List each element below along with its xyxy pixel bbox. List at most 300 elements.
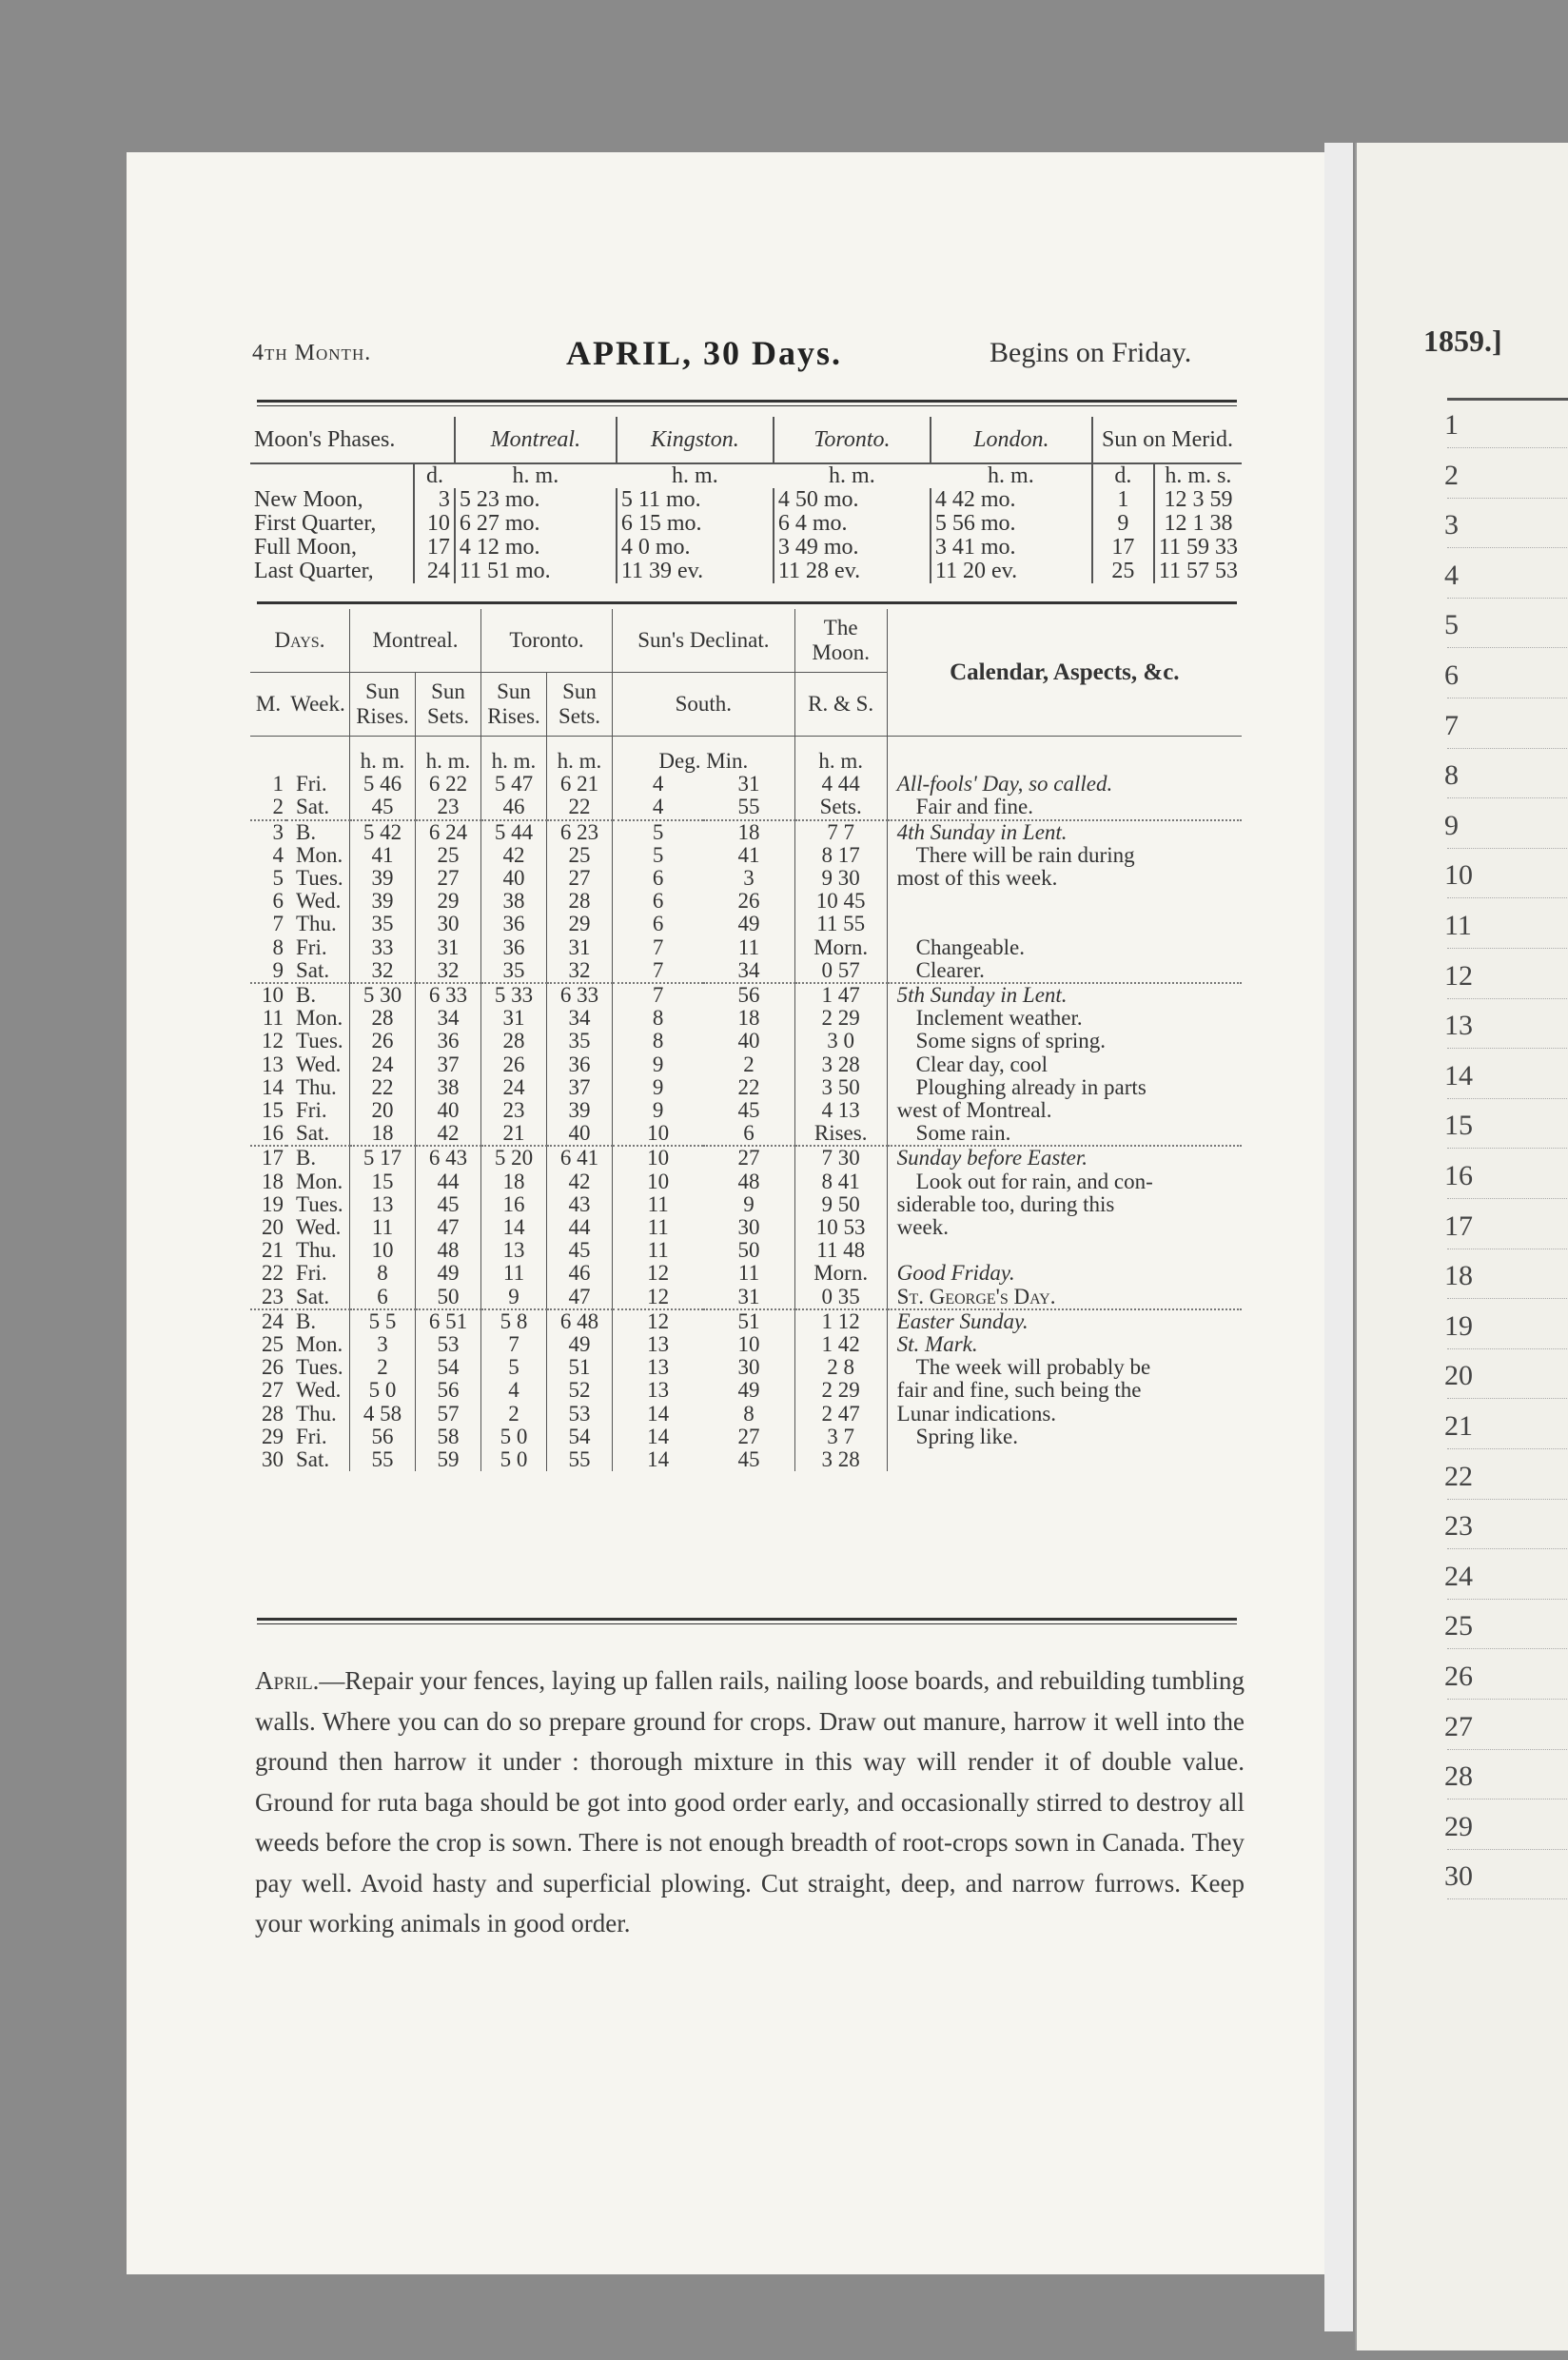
day-mn-cell: 6 [743,1121,755,1146]
day-tr-cell: 26 [481,1053,547,1076]
right-page-line [1447,1398,1568,1399]
day-cal-cell [887,1448,1242,1471]
day-ts-cell: 36 [547,1053,613,1076]
day-ts-cell: 25 [547,844,613,867]
phase-d-cell: 10 [414,512,455,536]
day-ms-cell: 32 [416,959,481,983]
right-page-day-number: 23 [1444,1510,1473,1543]
day-w-cell: Sat. [296,957,330,982]
day-tr-cell: 35 [481,959,547,983]
day-moon-cell: 1 42 [794,1333,887,1356]
phase-sd-cell: 25 [1092,560,1154,583]
page-header [252,333,1261,371]
day-moon-cell: 9 30 [794,867,887,890]
day-ms-cell: 34 [416,1007,481,1030]
day-ts-cell: 6 23 [547,820,613,844]
day-mr-cell: 5 42 [350,820,416,844]
day-cal-cell: Lunar indications. [887,1403,1242,1426]
day-n-cell: 11 [262,1006,284,1031]
right-page-line [1447,1799,1568,1800]
right-page-day-number: 27 [1444,1710,1473,1742]
unit-hm: h. m. [481,737,547,774]
day-moon-cell: 2 8 [794,1356,887,1379]
day-tr-cell: 7 [481,1333,547,1356]
phase-sun-cell: 12 1 38 [1154,512,1242,536]
day-ts-cell: 45 [547,1239,613,1262]
day-moon-cell: 9 50 [794,1193,887,1216]
day-ms-cell: 38 [416,1076,481,1099]
phase-sd-cell: 9 [1092,512,1154,536]
day-ms-cell: 25 [416,844,481,867]
day-moon-cell: 7 30 [794,1146,887,1170]
day-tr-cell: 13 [481,1239,547,1262]
day-tr-cell: 24 [481,1076,547,1099]
day-moon-cell: 8 41 [794,1170,887,1193]
right-page-day-number: 10 [1444,859,1473,892]
day-ts-cell: 54 [547,1426,613,1448]
day-row [250,936,1242,959]
day-moon-cell: 11 55 [794,913,887,935]
day-tr-cell: 5 8 [481,1309,547,1333]
day-w-cell: Fri. [296,772,327,796]
day-tr-cell: 16 [481,1193,547,1216]
right-page-line [1447,547,1568,548]
phase-name-cell: Last Quarter, [254,559,374,583]
day-ms-cell: 37 [416,1053,481,1076]
day-row [250,773,1242,796]
day-w-cell: Thu. [296,1401,337,1426]
day-n-cell: 10 [250,983,286,1007]
day-tr-cell: 2 [481,1403,547,1426]
phase-montreal-cell: 5 23 mo. [455,488,617,512]
day-mn-cell: 30 [737,1215,760,1240]
day-row [250,1333,1242,1356]
right-page-line [1447,1749,1568,1750]
right-page-day-number: 1 [1444,409,1459,441]
day-moon-cell: 10 53 [794,1216,887,1239]
phase-sun-cell: 11 57 53 [1154,560,1242,583]
montreal-header: Montreal. [455,417,617,463]
days-header: Days. [250,609,350,673]
moon-header: The Moon. [794,609,887,673]
day-w-cell: B. [286,983,350,1007]
day-dg-cell: 4 [613,773,704,796]
day-n-cell: 18 [262,1169,284,1193]
day-tr-cell: 42 [481,844,547,867]
day-row [250,1309,1242,1333]
day-ts-cell: 39 [547,1099,613,1122]
phase-toronto-cell: 3 49 mo. [774,536,931,560]
day-moon-cell: 3 50 [794,1076,887,1099]
day-mn-cell: 22 [737,1074,760,1099]
day-mr-cell: 10 [350,1239,416,1262]
day-n-cell: 13 [262,1052,284,1076]
page-title: APRIL, 30 Days. [566,334,843,372]
day-row [250,844,1242,867]
unit-hm: h. m. [350,737,416,774]
day-mn-cell: 11 [737,934,760,959]
day-row [250,1193,1242,1216]
day-mn-cell: 45 [737,1447,760,1472]
toronto-rises-header: Sun Rises. [481,673,547,737]
day-moon-cell: 4 44 [794,773,887,796]
day-cal-cell: 4th Sunday in Lent. [887,820,1242,844]
toronto-col-header: Toronto. [481,609,613,673]
day-ts-cell: 47 [547,1286,613,1309]
right-page-line [1447,1048,1568,1049]
day-mn-cell: 26 [737,889,760,914]
day-ms-cell: 49 [416,1262,481,1285]
day-cal-cell: Ploughing already in parts [887,1076,1242,1099]
day-n-cell: 29 [262,1424,284,1448]
day-ts-cell: 32 [547,959,613,983]
day-tr-cell: 31 [481,1007,547,1030]
day-ms-cell: 50 [416,1286,481,1309]
right-page-day-number: 16 [1444,1160,1473,1191]
right-page-day-number: 22 [1444,1460,1473,1492]
toronto-header: Toronto. [774,417,931,463]
day-mn-cell: 27 [703,1146,794,1170]
day-ms-cell: 6 33 [416,983,481,1007]
day-w-cell: B. [286,1309,350,1333]
phase-kingston-cell: 11 39 ev. [617,560,774,583]
day-ms-cell: 54 [416,1356,481,1379]
day-mr-cell: 2 [350,1356,416,1379]
day-moon-cell: 3 7 [794,1426,887,1448]
day-moon-cell: Morn. [794,1262,887,1285]
phase-montreal-cell: 4 12 mo. [455,536,617,560]
day-dg-cell: 12 [613,1262,704,1285]
day-ts-cell: 6 41 [547,1146,613,1170]
day-n-cell: 14 [262,1074,284,1099]
day-ms-cell: 53 [416,1333,481,1356]
day-dg-cell: 10 [613,1122,704,1146]
day-dg-cell: 14 [613,1403,704,1426]
day-n-cell: 16 [262,1121,284,1146]
unit-sd: d. [1092,463,1154,488]
day-n-cell: 24 [250,1309,286,1333]
day-n-cell: 6 [272,889,284,914]
book-gutter [1324,143,1353,2331]
day-ts-cell: 53 [547,1403,613,1426]
right-page-line [1447,1898,1568,1899]
day-n-cell: 12 [262,1029,284,1053]
day-cal-cell: fair and fine, such being the [887,1379,1242,1402]
day-row [250,890,1242,913]
moon-phases-table [250,417,1242,583]
right-page-day-number: 14 [1444,1059,1473,1092]
day-dg-cell: 12 [613,1309,704,1333]
day-mn-cell: 2 [743,1052,755,1076]
day-n-cell: 28 [262,1401,284,1426]
day-n-cell: 19 [262,1191,284,1216]
right-page-line [1447,998,1568,999]
right-page-day-number: 20 [1444,1360,1473,1392]
day-dg-cell: 10 [613,1170,704,1193]
day-w-cell: Fri. [296,1424,327,1448]
day-dg-cell: 8 [613,1007,704,1030]
day-dg-cell: 6 [613,890,704,913]
day-moon-cell: 2 47 [794,1403,887,1426]
unit-hm: h. m. [829,463,875,488]
right-page-line [1447,498,1568,499]
day-dg-cell: 7 [613,936,704,959]
day-ts-cell: 35 [547,1030,613,1052]
day-cal-cell: Clearer. [887,959,1242,983]
phase-row [250,560,1242,583]
unit-hm: h. m. [547,737,613,774]
day-ms-cell: 42 [416,1122,481,1146]
day-dg-cell: 10 [613,1146,704,1170]
day-row [250,1379,1242,1402]
right-page-day-number: 7 [1444,709,1459,741]
right-page-day-number: 11 [1444,910,1472,941]
day-w-cell: Fri. [296,1098,327,1123]
day-ts-cell: 6 48 [547,1309,613,1333]
phase-london-cell: 4 42 mo. [931,488,1092,512]
day-moon-cell: 1 12 [794,1309,887,1333]
day-moon-cell: Sets. [794,796,887,819]
day-mr-cell: 28 [350,1007,416,1030]
phase-d-cell: 3 [414,488,455,512]
day-cal-cell: Fair and fine. [887,796,1242,819]
day-tr-cell: 5 0 [481,1426,547,1448]
day-cal-cell: Some rain. [887,1122,1242,1146]
day-w-cell: Wed. [296,889,342,914]
phase-kingston-cell: 5 11 mo. [617,488,774,512]
day-mr-cell: 20 [350,1099,416,1122]
phase-kingston-cell: 4 0 mo. [617,536,774,560]
day-ts-cell: 31 [547,936,613,959]
day-mr-cell: 8 [350,1262,416,1285]
day-moon-cell: 1 47 [794,983,887,1007]
day-row [250,1122,1242,1146]
day-tr-cell: 5 0 [481,1448,547,1471]
day-ms-cell: 6 22 [416,773,481,796]
day-n-cell: 7 [272,912,284,936]
day-n-cell: 3 [250,820,286,844]
right-page-line [1447,1849,1568,1850]
phase-sun-cell: 11 59 33 [1154,536,1242,560]
day-mn-cell: 8 [743,1401,755,1426]
day-ms-cell: 36 [416,1030,481,1052]
day-ts-cell: 43 [547,1193,613,1216]
day-ts-cell: 22 [547,796,613,819]
phase-sd-cell: 1 [1092,488,1154,512]
day-w-cell: Mon. [296,842,343,867]
day-w-cell: Fri. [296,934,327,959]
day-cal-cell: Easter Sunday. [887,1309,1242,1333]
day-moon-cell: 0 35 [794,1286,887,1309]
toronto-sets-header: Sun Sets. [547,673,613,737]
day-dg-cell: 13 [613,1333,704,1356]
header-rule-bottom [257,405,1237,406]
right-page-line [1447,1098,1568,1099]
day-mr-cell: 3 [350,1333,416,1356]
day-tr-cell: 11 [481,1262,547,1285]
day-n-cell: 15 [262,1098,284,1123]
day-ms-cell: 27 [416,867,481,890]
day-n-cell: 2 [272,795,284,819]
day-cal-cell: siderable too, during this [887,1193,1242,1216]
day-mn-cell: 49 [737,1378,760,1403]
day-n-cell: 25 [262,1332,284,1357]
day-mr-cell: 41 [350,844,416,867]
days-header-row [250,609,1242,673]
day-w-cell: Sat. [296,795,330,819]
day-tr-cell: 40 [481,867,547,890]
day-mn-cell: 10 [737,1332,760,1357]
declination-header: Sun's Declinat. [613,609,795,673]
day-mn-cell: 31 [737,1284,760,1308]
day-cal-cell [887,913,1242,935]
day-dg-cell: 6 [613,867,704,890]
day-w-cell: Mon. [296,1332,343,1357]
day-cal-cell [887,1239,1242,1262]
day-row [250,1216,1242,1239]
day-cal-cell: week. [887,1216,1242,1239]
right-page-day-number: 19 [1444,1309,1473,1342]
day-ms-cell: 6 24 [416,820,481,844]
right-page-line [1447,1298,1568,1299]
day-ts-cell: 44 [547,1216,613,1239]
day-row [250,1286,1242,1309]
day-row [250,867,1242,890]
day-n-cell: 21 [262,1238,284,1263]
day-row [250,983,1242,1007]
day-dg-cell: 11 [613,1216,704,1239]
day-ts-cell: 52 [547,1379,613,1402]
month-label: 4th Month. [252,341,372,365]
day-moon-cell: 11 48 [794,1239,887,1262]
day-w-cell: Mon. [296,1169,343,1193]
phase-kingston-cell: 6 15 mo. [617,512,774,536]
day-ts-cell: 51 [547,1356,613,1379]
day-dg-cell: 9 [613,1076,704,1099]
day-mr-cell: 5 0 [350,1379,416,1402]
day-mr-cell: 5 5 [350,1309,416,1333]
day-mr-cell: 45 [350,796,416,819]
day-row [250,1262,1242,1285]
day-ms-cell: 59 [416,1448,481,1471]
day-w-cell: Fri. [296,1261,327,1286]
day-ms-cell: 44 [416,1170,481,1193]
april-advice-paragraph [255,1661,1245,1944]
day-w-cell: B. [286,1146,350,1170]
week-header: Week. [286,673,350,737]
day-n-cell: 26 [262,1355,284,1380]
day-ts-cell: 46 [547,1262,613,1285]
phase-toronto-cell: 11 28 ev. [774,560,931,583]
right-page-day-number: 25 [1444,1610,1473,1642]
day-moon-cell: 3 28 [794,1448,887,1471]
day-tr-cell: 46 [481,796,547,819]
day-moon-cell: 4 13 [794,1099,887,1122]
header-rule-top [257,400,1237,403]
right-page-day-number: 26 [1444,1661,1473,1692]
day-ts-cell: 40 [547,1122,613,1146]
day-n-cell: 30 [262,1447,284,1472]
day-w-cell: Tues. [296,866,343,891]
day-tr-cell: 23 [481,1099,547,1122]
day-ts-cell: 34 [547,1007,613,1030]
day-row [250,1448,1242,1471]
day-tr-cell: 36 [481,913,547,935]
day-ts-cell: 49 [547,1333,613,1356]
day-ms-cell: 23 [416,796,481,819]
day-dg-cell: 13 [613,1379,704,1402]
right-page-day-number: 5 [1444,609,1459,641]
phase-sun-cell: 12 3 59 [1154,488,1242,512]
right-page-line [1447,1499,1568,1500]
day-cal-cell: Clear day, cool [887,1053,1242,1076]
day-mr-cell: 22 [350,1076,416,1099]
day-ms-cell: 29 [416,890,481,913]
day-moon-cell: 0 57 [794,959,887,983]
day-ms-cell: 56 [416,1379,481,1402]
day-n-cell: 9 [272,957,284,982]
right-page-day-number: 18 [1444,1260,1473,1292]
day-row [250,1146,1242,1170]
phase-name-cell: Full Moon, [254,535,358,560]
day-mn-cell: 41 [737,842,760,867]
day-row [250,1170,1242,1193]
unit-shm: h. m. s. [1154,463,1242,488]
right-page-line [1447,748,1568,749]
day-row [250,1356,1242,1379]
rs-header: R. & S. [794,673,887,737]
day-tr-cell: 18 [481,1170,547,1193]
days-rule [257,1618,1237,1621]
day-ts-cell: 29 [547,913,613,935]
day-tr-cell: 5 44 [481,820,547,844]
day-tr-cell: 28 [481,1030,547,1052]
day-dg-cell: 5 [613,820,704,844]
right-page-line [1447,897,1568,898]
london-header: London. [931,417,1092,463]
day-dg-cell: 14 [613,1448,704,1471]
day-ms-cell: 47 [416,1216,481,1239]
paragraph-lead: April. [255,1666,320,1695]
day-mr-cell: 5 46 [350,773,416,796]
day-n-cell: 20 [262,1215,284,1240]
phase-row [250,512,1242,536]
right-page-line [1447,1548,1568,1549]
day-mn-cell: 11 [737,1261,760,1286]
day-cal-cell: 5th Sunday in Lent. [887,983,1242,1007]
day-mr-cell: 55 [350,1448,416,1471]
day-ts-cell: 6 21 [547,773,613,796]
right-page-day-number: 12 [1444,959,1473,992]
days-rule-thin [257,1623,1237,1624]
right-page-line [1447,1648,1568,1649]
day-mn-cell: 45 [737,1098,760,1123]
day-ts-cell: 37 [547,1076,613,1099]
phases-header-row [250,417,1242,463]
right-page-day-number: 13 [1444,1010,1473,1042]
day-mr-cell: 11 [350,1216,416,1239]
right-page-line [1447,797,1568,798]
day-mn-cell: 34 [737,957,760,982]
south-header: South. [613,673,795,737]
day-mr-cell: 18 [350,1122,416,1146]
right-page [1355,143,1568,2350]
day-dg-cell: 8 [613,1030,704,1052]
day-mn-cell: 31 [737,772,760,796]
day-tr-cell: 38 [481,890,547,913]
day-row [250,1030,1242,1052]
phase-london-cell: 11 20 ev. [931,560,1092,583]
